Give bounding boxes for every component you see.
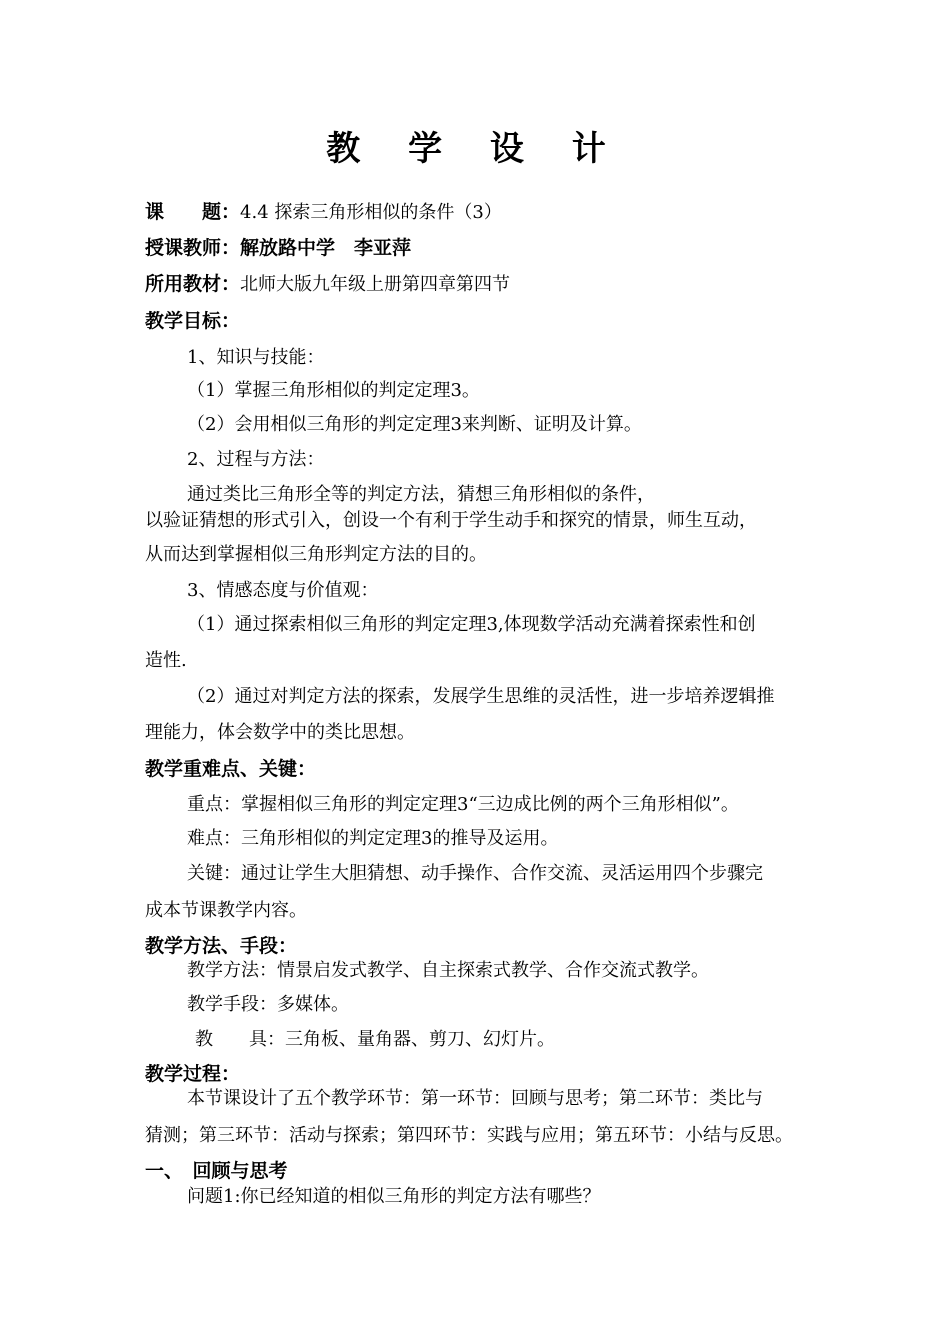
teacher-label: 授课教师：: [145, 237, 241, 259]
emotion-heading: 3、情感态度与价值观：: [187, 580, 379, 601]
methods-method: 教学方法：情景启发式教学、自主探索式教学、合作交流式教学。: [187, 960, 709, 981]
teacher-value: 解放路中学 李亚萍: [240, 237, 412, 259]
topic-value: 4.4 探索三角形相似的条件（3）: [240, 202, 502, 223]
section-1-heading: 一、 回顾与思考: [145, 1160, 288, 1182]
process-method-line-1: 通过类比三角形全等的判定方法，猜想三角形相似的条件，: [187, 484, 655, 505]
textbook-label: 所用教材：: [145, 273, 241, 295]
topic-label: 课 题：: [145, 201, 241, 223]
document-title: 教 学 设 计: [326, 129, 624, 169]
process-intro-line-2: 猜测；第三环节：活动与探索；第四环节：实践与应用；第五环节：小结与反思。: [145, 1125, 793, 1146]
teacher-row: [145, 237, 411, 259]
emotion-item-1-line-2: 造性.: [145, 650, 187, 671]
methods-heading: 教学方法、手段：: [145, 935, 298, 957]
key-focus: 重点：掌握相似三角形的判定定理3“三边成比例的两个三角形相似”。: [187, 794, 739, 815]
emotion-item-1-line-1: （1）通过探索相似三角形的判定定理3,体现数学活动充满着探索性和创: [187, 614, 756, 635]
knowledge-heading: 1、知识与技能：: [187, 347, 325, 368]
key-key-line-2: 成本节课教学内容。: [145, 900, 307, 921]
process-heading: 教学过程：: [145, 1063, 241, 1085]
methods-means: 教学手段：多媒体。: [187, 994, 349, 1015]
process-method-heading: 2、过程与方法：: [187, 449, 325, 470]
emotion-item-2-line-1: （2）通过对判定方法的探索，发展学生思维的灵活性，进一步培养逻辑推: [187, 686, 775, 707]
textbook-row: [145, 273, 510, 296]
textbook-value: 北师大版九年级上册第四章第四节: [240, 274, 511, 295]
key-difficulty: 难点：三角形相似的判定定理3的推导及运用。: [187, 828, 559, 849]
process-method-line-3: 从而达到掌握相似三角形判定方法的目的。: [145, 544, 487, 565]
question-1: 问题1:你已经知道的相似三角形的判定方法有哪些？: [187, 1186, 601, 1207]
emotion-item-2-line-2: 理能力，体会数学中的类比思想。: [145, 722, 415, 743]
process-intro-line-1: 本节课设计了五个教学环节：第一环节：回顾与思考；第二环节：类比与: [187, 1088, 763, 1109]
topic-row: [145, 201, 502, 224]
knowledge-item-2: （2）会用相似三角形的判定定理3来判断、证明及计算。: [187, 414, 642, 435]
objectives-heading: 教学目标：: [145, 310, 241, 332]
key-points-heading: 教学重难点、关键：: [145, 758, 317, 780]
process-method-line-2: 以验证猜想的形式引入，创设一个有利于学生动手和探究的情景，师生互动，: [145, 510, 757, 531]
knowledge-item-1: （1）掌握三角形相似的判定定理3。: [187, 380, 480, 401]
methods-tools: 教 具：三角板、量角器、剪刀、幻灯片。: [195, 1029, 555, 1050]
key-key-line-1: 关键：通过让学生大胆猜想、动手操作、合作交流、灵活运用四个步骤完: [187, 863, 763, 884]
